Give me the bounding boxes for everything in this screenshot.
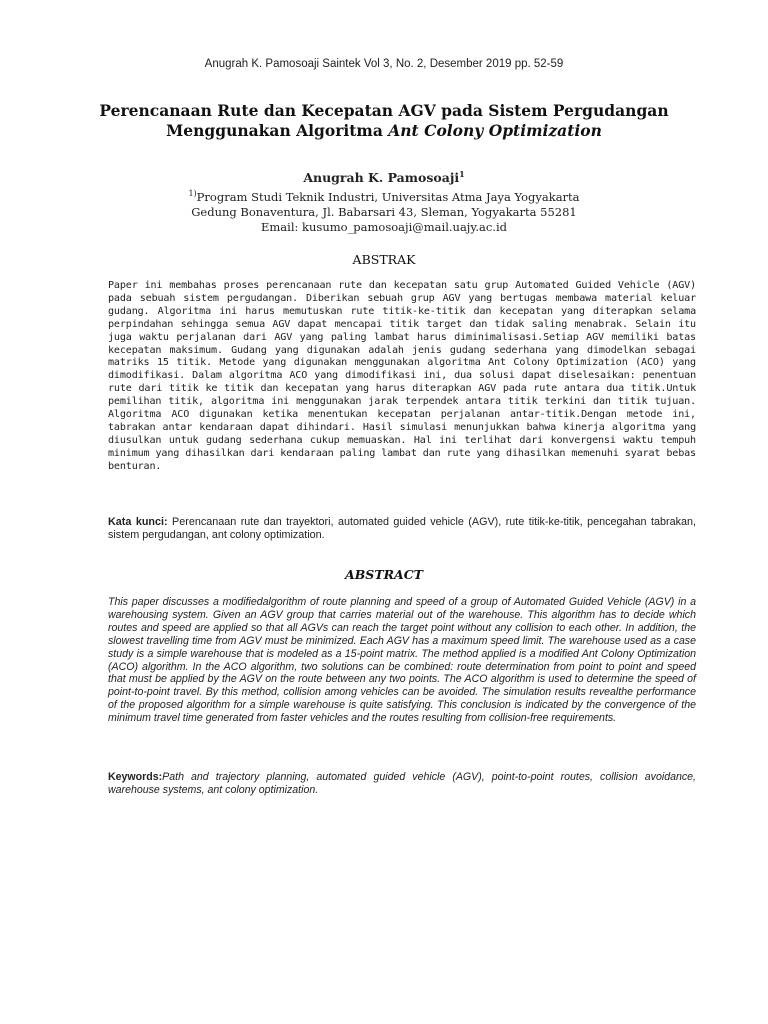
title-line-2 — [80, 121, 688, 141]
address: Gedung Bonaventura, Jl. Babarsari 43, Sleman, Yogyakarta 55281 — [191, 204, 577, 219]
abstract-keywords-label: Keywords: — [108, 771, 163, 783]
author-name: Anugrah K. Pamosoaji — [303, 170, 460, 186]
author-name-line — [80, 167, 688, 185]
abstract-body: This paper discusses a modifiedalgorithm of route planning and speed of a group of Automated Guided Vehicle (AGV) in a warehousing system. Given an AGV group that carries material out of the warehouse. This algorithm has to decide which routes and speed are applied so that all AGVs can reach the target point without any collision to each other. In addition, the slowest travelling time from AGV must be minimized. Each AGV has a maximum speed limit. The warehouse used as a case study is a simple warehouse that is modeled as a 15-point matrix. The method applied is a modified Ant Colony Optimization (ACO) algorithm. In the ACO algorithm, two solutions can be combined: route determination from point to point and speed that must be applied by the AGV on the route between any two points. The ACO algorithm is used to determine the speed of point-to-point travel. By this method, collision among vehicles can be avoided. The simulation results revealthe performance of the proposed algorithm for a simple warehouse is quite satisfying. This conclusion is indicated by the convergence of the minimum travel time generated from faster vehicles and the routes resulting from collision-free requirements. — [108, 596, 696, 725]
abstract-heading: ABSTRACT — [345, 567, 423, 582]
abstract-keywords — [108, 771, 696, 797]
title-line-1: Perencanaan Rute dan Kecepatan AGV pada Sistem Pergudangan — [99, 101, 669, 120]
abstrak-keywords — [108, 516, 696, 542]
affiliation: Program Studi Teknik Industri, Universitas Atma Jaya Yogyakarta — [196, 189, 580, 204]
author-name-sup: 1 — [459, 169, 465, 179]
title-line-2-italic: Ant Colony Optimization — [388, 121, 602, 140]
title-line-2-prefix: Menggunakan Algoritma — [166, 121, 389, 140]
abstrak-keywords-text: Perencanaan rute dan trayektori, automated guided vehicle (AGV), rute titik-ke-titik, pencegahan tabrakan, sistem pergudangan, ant colony optimization. — [108, 516, 696, 541]
abstrak-heading: ABSTRAK — [352, 252, 416, 267]
paper-title — [80, 101, 688, 141]
email: Email: kusumo_pamosoaji@mail.uajy.ac.id — [261, 219, 507, 234]
abstrak-body: Paper ini membahas proses perencanaan rute dan kecepatan satu grup Automated Guided Vehicle (AGV) pada sebuah sistem pergudangan. Diberikan sebuah grup AGV yang bertugas membawa material keluar gudang. Algoritma ini harus memutuskan rute titik-ke-titik dan kecepatan yang diterapkan selama perpindahan sehingga semua AGV dapat mencapai titik target dan tidak saling menabrak. Selain itu juga waktu perjalanan dari AGV yang paling lambat harus diminimalisasi.Setiap AGV memiliki batas kecepatan maksimum. Gudang yang digunakan adalah jenis gudang sederhana yang dimodelkan sebagai matriks 15 titik. Metode yang digunakan menggunakan algoritma Ant Colony Optimization (ACO) yang dimodifikasi. Dalam algoritma ACO yang dimodifikasi ini, dua solusi dapat diselesaikan: penentuan rute dari titik ke titik dan kecepatan yang harus diterapkan AGV pada rute antara dua titik.Untuk pemilihan titik, algoritma ini menggunakan jarak terpendek antara titik terkini dan titik tujuan. Algoritma ACO digunakan ketika menentukan kecepatan perjalanan antar-titik.Dengan metode ini, tabrakan antar kendaraan dapat dihindari. Hasil simulasi menunjukkan bahwa kinerja algoritma yang diusulkan untuk gudang sederhana cukup memuaskan. Hal ini terlihat dari konvergensi waktu tempuh minimum yang dihasilkan dari kendaraan paling lambat dan rute yang dihasilkan memenuhi syarat bebas benturan. — [108, 280, 696, 472]
author-block — [80, 167, 688, 235]
affiliation-sup: 1) — [188, 189, 197, 199]
affiliation-line — [80, 186, 688, 205]
running-header: Anugrah K. Pamosoaji Saintek Vol 3, No. 2, Desember 2019 pp. 52-59 — [204, 58, 564, 70]
abstract-keywords-text: Path and trajectory planning, automated guided vehicle (AGV), point-to-point routes, collision avoidance, warehouse systems, ant colony optimization. — [108, 771, 696, 796]
abstrak-keywords-label: Kata kunci: — [108, 516, 168, 528]
